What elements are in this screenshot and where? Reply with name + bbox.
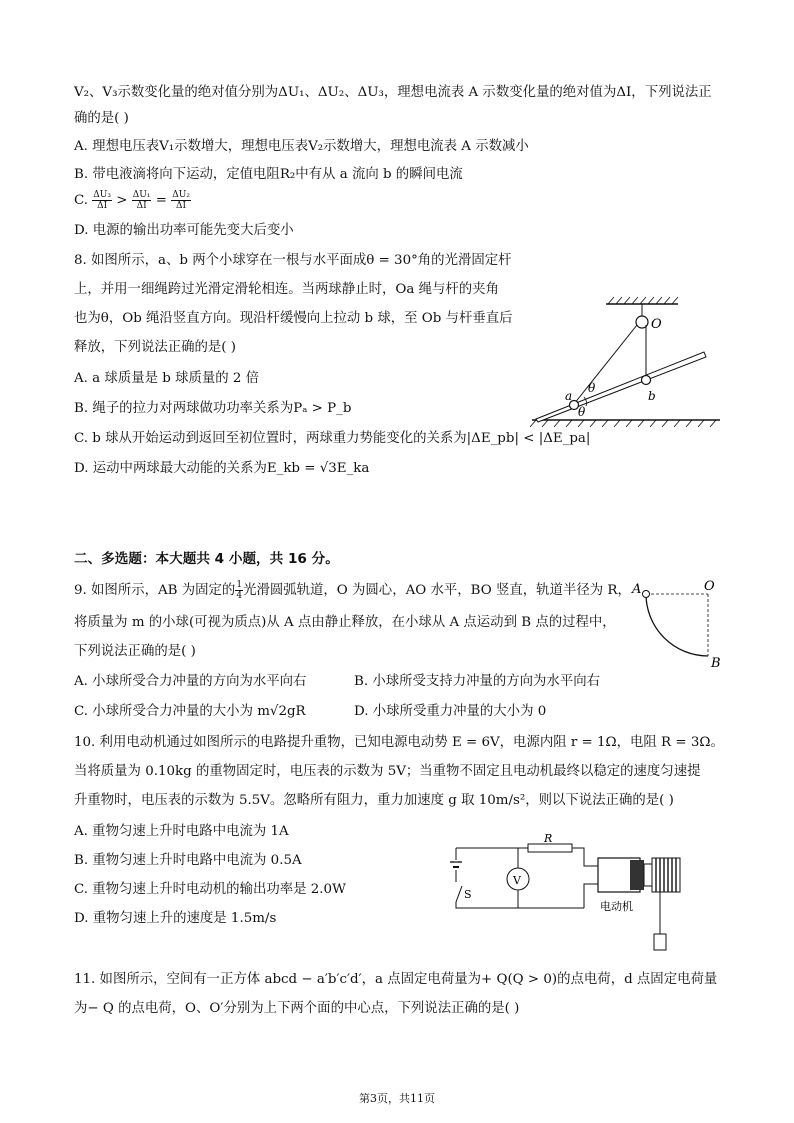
q8-text-line-2: 上，并用一细绳跨过光滑定滑轮相连。当两球静止时，Oa 绳与杆的夹角 bbox=[74, 282, 499, 297]
q7-text-line-2: 确的是( ) bbox=[74, 111, 129, 126]
q11-text-line-2: 为− Q 的点电荷，O、O′分别为上下两个面的中心点，下列说法正确的是( ) bbox=[74, 1001, 520, 1016]
q8-option-b: B. 绳子的拉力对两球做功功率关系为Pₐ > P_b bbox=[74, 401, 352, 416]
q8-figure bbox=[528, 294, 724, 430]
q10-option-c: C. 重物匀速上升时电动机的输出功率是 2.0W bbox=[74, 882, 346, 897]
q8-label-b: b bbox=[648, 389, 656, 403]
q8-option-c: C. b 球从开始运动到返回至初位置时，两球重力势能变化的关系为|ΔE_pb| < |ΔE_pa| bbox=[74, 431, 591, 446]
q7-option-c-fraction-1: $\frac{\text{ΔU₃}}{\Delta I}$ bbox=[93, 190, 111, 211]
q8-label-o: O bbox=[651, 317, 662, 332]
q10-text-line-1: 10. 利用电动机通过如图所示的电路提升重物，已知电源电动势 E = 6V，电源内阻 r = 1Ω，电阻 R = 3Ω。 bbox=[74, 735, 724, 750]
q9-text-line-2: 将质量为 m 的小球(可视为质点)从 A 点由静止释放，在小球从 A 点运动到 B 点的过程中， bbox=[74, 615, 616, 630]
q10-label-motor: 电动机 bbox=[600, 900, 633, 913]
q8-text-line-1: 8. 如图所示，a、b 两个小球穿在一根与水平面成θ = 30°角的光滑固定杆 bbox=[74, 253, 512, 268]
q10-text-line-3: 升重物时，电压表的示数为 5.5V。忽略所有阻力，重力加速度 g 取 10m/s²，则以下说法正确的是( ) bbox=[74, 793, 674, 808]
q9-text-line-3: 下列说法正确的是( ) bbox=[74, 644, 196, 659]
q9-option-a: A. 小球所受合力冲量的方向为水平向右 bbox=[74, 674, 307, 689]
q8-label-theta-1: θ bbox=[588, 381, 596, 395]
q7-option-c-op-2: = bbox=[155, 193, 167, 208]
q9-figure bbox=[628, 578, 728, 670]
page-footer: 第3页，共11页 bbox=[359, 1092, 435, 1105]
q10-label-voltmeter: V bbox=[513, 874, 521, 887]
q7-option-c-prefix: C. bbox=[74, 193, 89, 208]
q8-text-line-3: 也为θ，Ob 绳沿竖直方向。现沿杆缓慢向上拉动 b 球，至 Ob 与杆垂直后 bbox=[74, 311, 513, 326]
q8-label-a: a bbox=[565, 389, 573, 403]
q10-circuit-figure bbox=[446, 834, 702, 954]
q10-label-resistor: R bbox=[544, 834, 553, 845]
q8-option-d: D. 运动中两球最大动能的关系为E_kb = √3E_ka bbox=[74, 461, 370, 476]
q7-text-line-1: V₂、V₃示数变化量的绝对值分别为ΔU₁、ΔU₂、ΔU₃，理想电流表 A 示数变化量的绝对值为ΔI，下列说法正 bbox=[74, 85, 712, 100]
q8-option-a: A. a 球质量是 b 球质量的 2 倍 bbox=[74, 371, 260, 386]
q7-option-c bbox=[74, 190, 191, 214]
q11-text-line-1: 11. 如图所示，空间有一正方体 abcd − a′b′c′d′，a 点固定电荷量为+ Q(Q > 0)的点电荷，d 点固定电荷量 bbox=[74, 972, 718, 987]
q9-label-o: O bbox=[704, 579, 715, 594]
q8-text-line-4: 释放，下列说法正确的是( ) bbox=[74, 340, 237, 355]
q9-option-b: B. 小球所受支持力冲量的方向为水平向右 bbox=[354, 674, 600, 689]
q9-label-b: B bbox=[711, 656, 721, 670]
q7-option-c-op-1: > bbox=[116, 193, 128, 208]
q9-quarter-fraction: $\frac{1}{4}$ bbox=[236, 580, 243, 601]
q9-label-a: A bbox=[632, 582, 642, 597]
q10-label-switch: S bbox=[464, 888, 472, 901]
q7-option-d: D. 电源的输出功率可能先变大后变小 bbox=[74, 223, 294, 238]
q10-option-b: B. 重物匀速上升时电路中电流为 0.5A bbox=[74, 853, 302, 868]
section-2-heading: 二、多选题：本大题共 4 小题，共 16 分。 bbox=[74, 551, 339, 567]
q7-option-a: A. 理想电压表V₁示数增大，理想电压表V₂示数增大，理想电流表 A 示数减小 bbox=[74, 139, 529, 154]
q7-option-b: B. 带电液滴将向下运动，定值电阻R₂中有从 a 流向 b 的瞬间电流 bbox=[74, 167, 463, 182]
q7-option-c-fraction-3: $\frac{\text{ΔU₂}}{\Delta I}$ bbox=[172, 190, 190, 211]
q9-option-d: D. 小球所受重力冲量的大小为 0 bbox=[354, 704, 547, 719]
q8-label-theta-2: θ bbox=[578, 405, 586, 419]
q9-text-line-1: 9. 如图所示，AB 为固定的 $\frac{1}{4}$ 光滑圆弧轨道，O 为圆心，AO 水平，BO 竖直，轨道半径为 R， bbox=[74, 580, 631, 601]
q10-text-line-2: 当将质量为 0.10kg 的重物固定时，电压表的示数为 5V；当重物不固定且电动机最终以稳定的速度匀速提 bbox=[74, 764, 701, 779]
q9-option-c: C. 小球所受合力冲量的大小为 m√2gR bbox=[74, 704, 306, 719]
q10-option-d: D. 重物匀速上升的速度是 1.5m/s bbox=[74, 911, 277, 926]
q10-option-a: A. 重物匀速上升时电路中电流为 1A bbox=[74, 824, 289, 839]
q7-option-c-fraction-2: $\frac{\text{ΔU₁}}{\Delta I}$ bbox=[132, 190, 151, 211]
